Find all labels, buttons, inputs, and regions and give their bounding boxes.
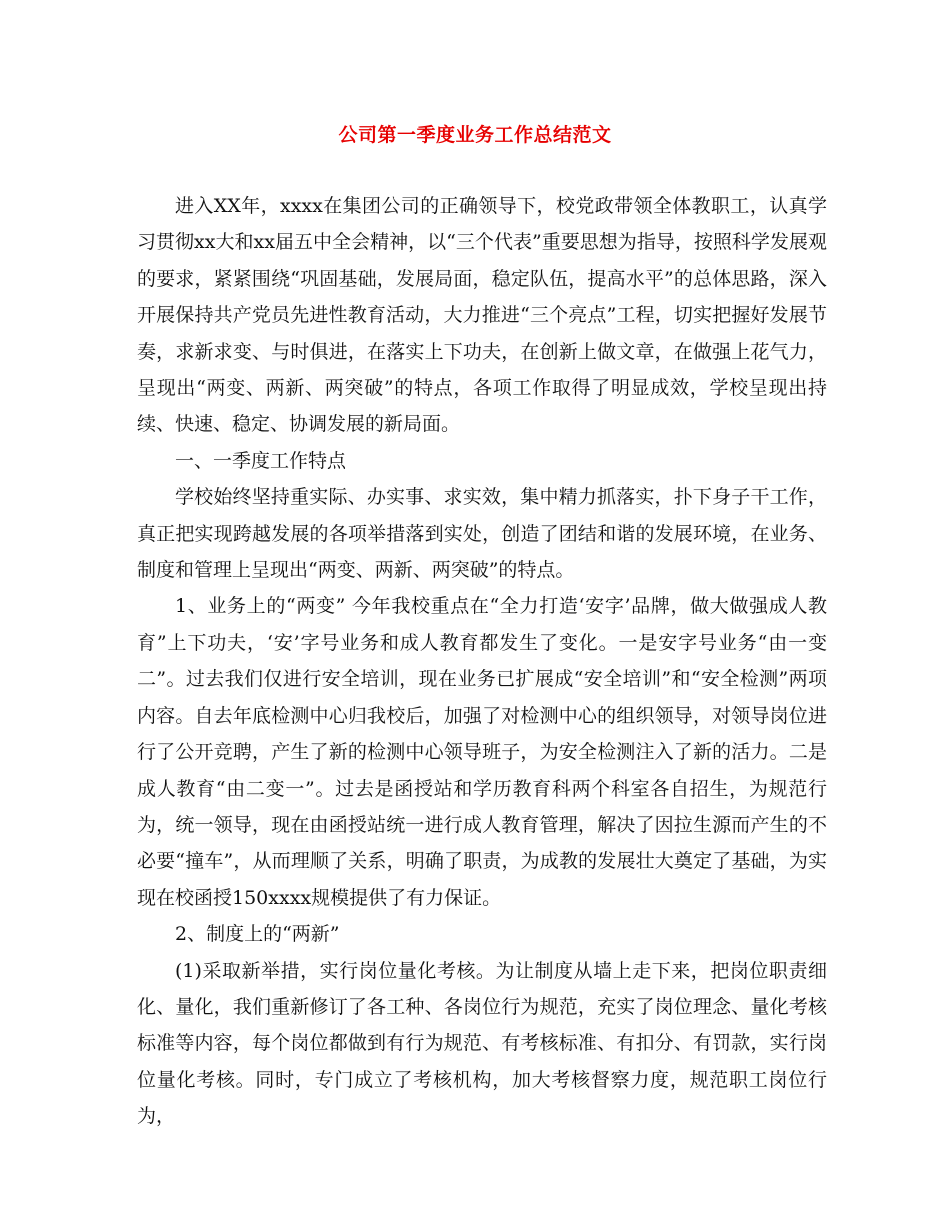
paragraph-business-changes: 1、业务上的“两变” 今年我校重点在“全力打造‘安字’品牌，做大做强成人教育”上下功夫，‘安’字号业务和成人教育都发生了变化。一是安字号业务“由一变二”。过去我们仅进行安全培训，现在业务已扩展成“安全培训”和“安全检测”两项内容。自去年底检测中心归我校后，加强了对检测中心的组织领导，对领导岗位进行了公开竞聘，产生了新的检测中心领导班子，为安全检测注入了新的活力。二是成人教育“由二变一”。过去是函授站和学历教育科两个科室各自招生，为规范行为，统一领导，现在由函授站统一进行成人教育管理，解决了因拉生源而产生的不必要“撞车”，从而理顺了关系，明确了职责，为成教的发展壮大奠定了基础，为实现在校函授150xxxx规模提供了有力保证。 (137, 595, 827, 909)
paragraph-intro: 进入XX年，xxxx在集团公司的正确领导下，校党政带领全体教职工，认真学习贯彻xx大和xx届五中全会精神，以“三个代表”重要思想为指导，按照科学发展观的要求，紧紧围绕“巩固基础，发展局面，稳定队伍，提高水平”的总体思路，深入开展保持共产党员先进性教育活动，大力推进“三个亮点”工程，切实把握好发展节奏，求新求变、与时俱进，在落实上下功夫，在创新上做文章，在做强上花气力，呈现出“两变、两新、两突破”的特点，各项工作取得了明显成效，学校呈现出持续、快速、稳定、协调发展的新局面。 (137, 195, 827, 436)
section-heading-2: 2、制度上的“两新” (175, 923, 340, 946)
section-heading-1: 一、一季度工作特点 (175, 449, 347, 472)
document-title: 公司第一季度业务工作总结范文 (338, 124, 612, 146)
document-body (137, 188, 827, 1135)
paragraph-new-measures: (1)采取新举措，实行岗位量化考核。为让制度从墙上走下来，把岗位职责细化、量化，我们重新修订了各工种、各岗位行为规范，充实了岗位理念、量化考核标准等内容，每个岗位都做到有行为规范、有考核标准、有扣分、有罚款，实行岗位量化考核。同时，专门成立了考核机构，加大考核督察力度，规范职工岗位行为， (137, 959, 827, 1128)
paragraph-features: 学校始终坚持重实际、办实事、求实效，集中精力抓落实，扑下身子干工作，真正把实现跨越发展的各项举措落到实处，创造了团结和谐的发展环境，在业务、制度和管理上呈现出“两变、两新、两突破”的特点。 (137, 486, 827, 582)
